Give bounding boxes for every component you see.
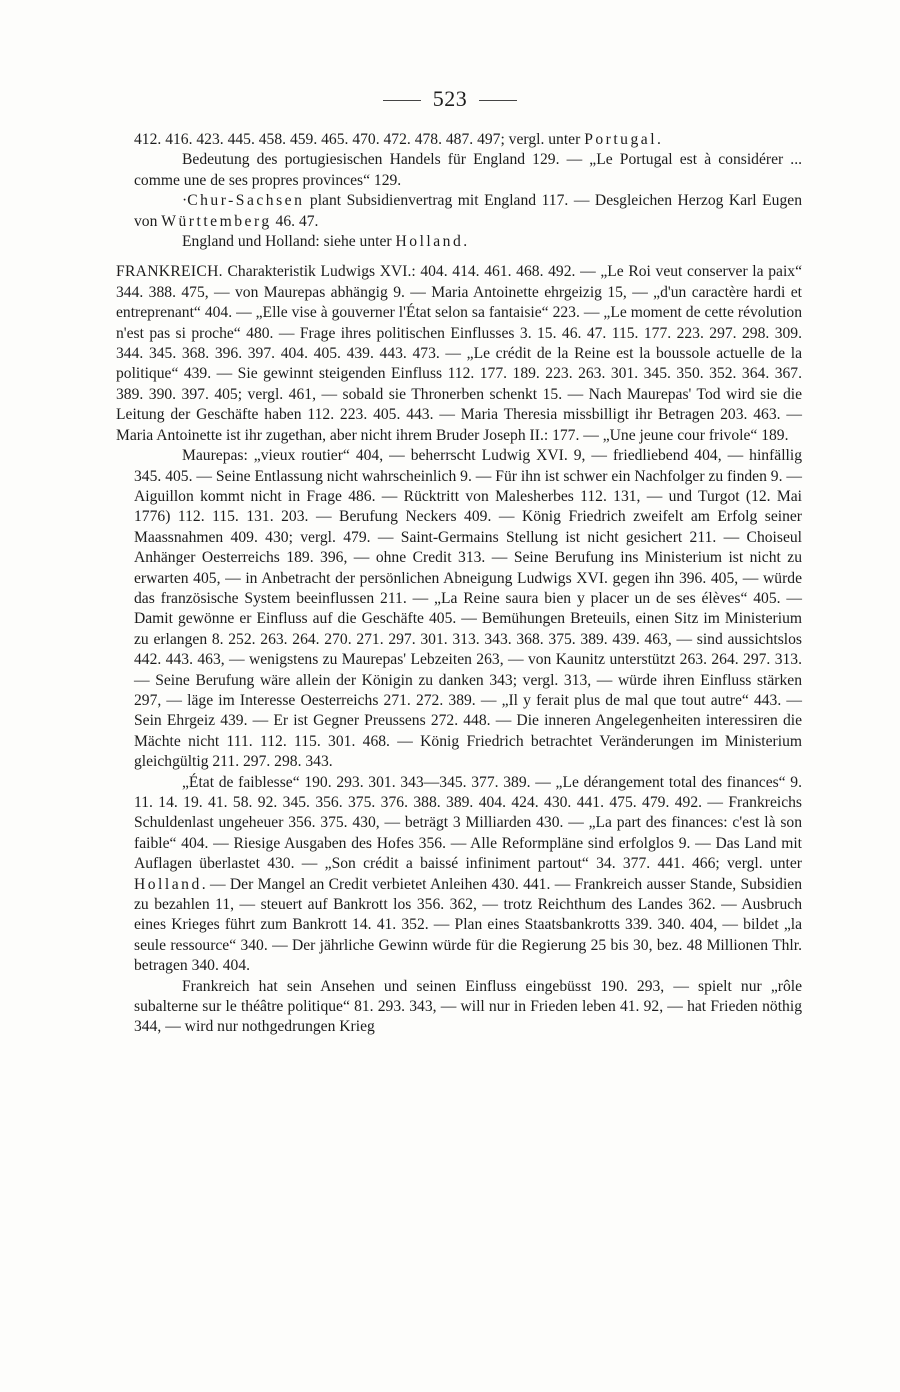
page-number: 523 (432, 86, 468, 111)
index-paragraph-p4: England und Holland: siehe unter Holland. (182, 233, 468, 251)
index-text-body (116, 130, 802, 1038)
index-paragraph-p7: „État de faiblesse“ 190. 293. 301. 343—345. 377. 389. — „Le dérangement total des finances“ 9. 11. 14. 19. 41. 58. 92. 345. 356. 375. 376. 388. 389. 404. 424. 430. 441. 475. 479. 492. — Frankreichs Schuldenlast ungeheuer 356. 375. 430, — beträgt 3 Milliarden 430. — „La part des finances: c'est là son faible“ 404. — Riesige Ausgaben des Hofes 356. — Alle Reformpläne sind erfolglos 9. — Das Land mit Auflagen überlastet 430. — „Son crédit a baissé infiniment partout“ 34. 377. 441. 466; vergl. unter Holland. — Der Mangel an Credit verbietet Anleihen 430. 441. — Frankreich ausser Stande, Subsidien zu bezahlen 11, — steuert auf Bankrott los 356. 362, — trotz Reichthum des Landes 362. — Ausbruch eines Krieges führt zum Bankrott 14. 41. 352. — Plan eines Staatsbankrotts 339. 340. 404, — bildet „la seule ressource“ 340. — Der jährliche Gewinn würde für die Regierung 25 bis 30, bez. 48 Millionen Thlr. betragen 340. 404. (134, 773, 802, 975)
header-rule-left (383, 100, 421, 101)
index-paragraph-p2: Bedeutung des portugiesischen Handels für England 129. — „Le Portugal est à considérer ... comme une de ses propres provinces“ 129. (134, 151, 802, 189)
index-paragraph-p3: ·Chur-Sachsen plant Subsidienvertrag mit England 117. — Desgleichen Herzog Karl Eugen von Württemberg 46. 47. (134, 192, 802, 230)
index-paragraph-p6: Maurepas: „vieux routier“ 404, — beherrscht Ludwig XVI. 9, — friedliebend 404, — hinfällig 345. 405. — Seine Entlassung nicht wahrscheinlich 9. — Für ihn ist schwer ein Nachfolger zu finden 9. — Aiguillon kommt nicht in Frage 486. — Rücktritt von Malesherbes 112. 131, — und Turgot (12. Mai 1776) 112. 115. 131. 203. — Berufung Neckers 409. — König Friedrich zweifelt am Erfolg seiner Maassnahmen 409. 430; vergl. 479. — Saint-Germains Stellung ist nicht gesichert 211. — Choiseul Anhänger Oesterreichs 189. 396, — ohne Credit 313. — Seine Berufung ins Ministerium ist nicht zu erwarten 405, — in Anbetracht der persönlichen Abneigung Ludwigs XVI. gegen ihn 396. 405, — würde das französische System beeinflussen 211. — „La Reine saura bien y placer un de ses élèves“ 405. — Damit gewönne er Einfluss auf die Geschäfte 405. — Bemühungen Breteuils, einen Sitz im Ministerium zu erlangen 8. 252. 263. 264. 270. 271. 297. 301. 313. 343. 368. 375. 389. 439. 463, — sind aussichtslos 442. 443. 463, — wenigstens zu Maurepas' Lebzeiten 263, — von Kaunitz unterstützt 263. 264. 297. 313. — Seine Berufung wäre allein der Königin zu danken 343; vergl. 313, — würde ihren Einfluss stärken 297, — läge im Interesse Oesterreichs 271. 272. 389. — „Il y ferait plus de mal que tout autre“ 443. — Sein Ehrgeiz 439. — Er ist Gegner Preussens 272. 448. — Die inneren Angelegenheiten interessiren die Mächte nicht 111. 112. 115. 301. 468. — König Friedrich betrachtet Veränderungen im Ministerium gleichgültig 211. 297. 298. 343. (134, 447, 802, 771)
index-paragraph-p1: 412. 416. 423. 445. 458. 459. 465. 470. 472. 478. 487. 497; vergl. unter Portugal. (134, 131, 661, 148)
page-header (0, 86, 900, 112)
index-paragraph-p5: FRANKREICH. Charakteristik Ludwigs XVI.: 404. 414. 461. 468. 492. — „Le Roi veut conserver la paix“ 344. 388. 475, — von Maurepas abhängig 9. — Maria Antoinette ehrgeizig 15, — „d'un caractère hardi et entreprenant“ 404. — „Elle vise à gouverner l'État selon sa fantaisie“ 223. — „Le moment de cette révolution n'est pas si proche“ 480. — Frage ihres politischen Einflusses 3. 15. 46. 47. 115. 177. 223. 297. 298. 309. 344. 345. 368. 396. 397. 404. 405. 439. 443. 473. — „Le crédit de la Reine est la boussole actuelle de la politique“ 439. — Sie gewinnt steigenden Einfluss 112. 177. 189. 223. 263. 301. 345. 350. 352. 364. 367. 389. 390. 397. 405; vergl. 461, — sobald sie Thronerben schenkt 15. — Nach Maurepas' Tod wird sie die Leitung der Geschäfte haben 112. 223. 405. 443. — Maria Theresia missbilligt ihr Betragen 203. 463. — Maria Antoinette ist ihr zugethan, aber nicht ihrem Bruder Joseph II.: 177. — „Une jeune cour frivole“ 189. (116, 263, 802, 444)
index-paragraph-p8: Frankreich hat sein Ansehen und seinen Einfluss eingebüsst 190. 293, — spielt nur „rôle subalterne sur le théâtre politique“ 81. 293. 343, — will nur in Frieden leben 41. 92, — hat Frieden nöthig 344, — wird nur nothgedrungen Krieg (134, 977, 802, 1036)
header-rule-right (479, 100, 517, 101)
